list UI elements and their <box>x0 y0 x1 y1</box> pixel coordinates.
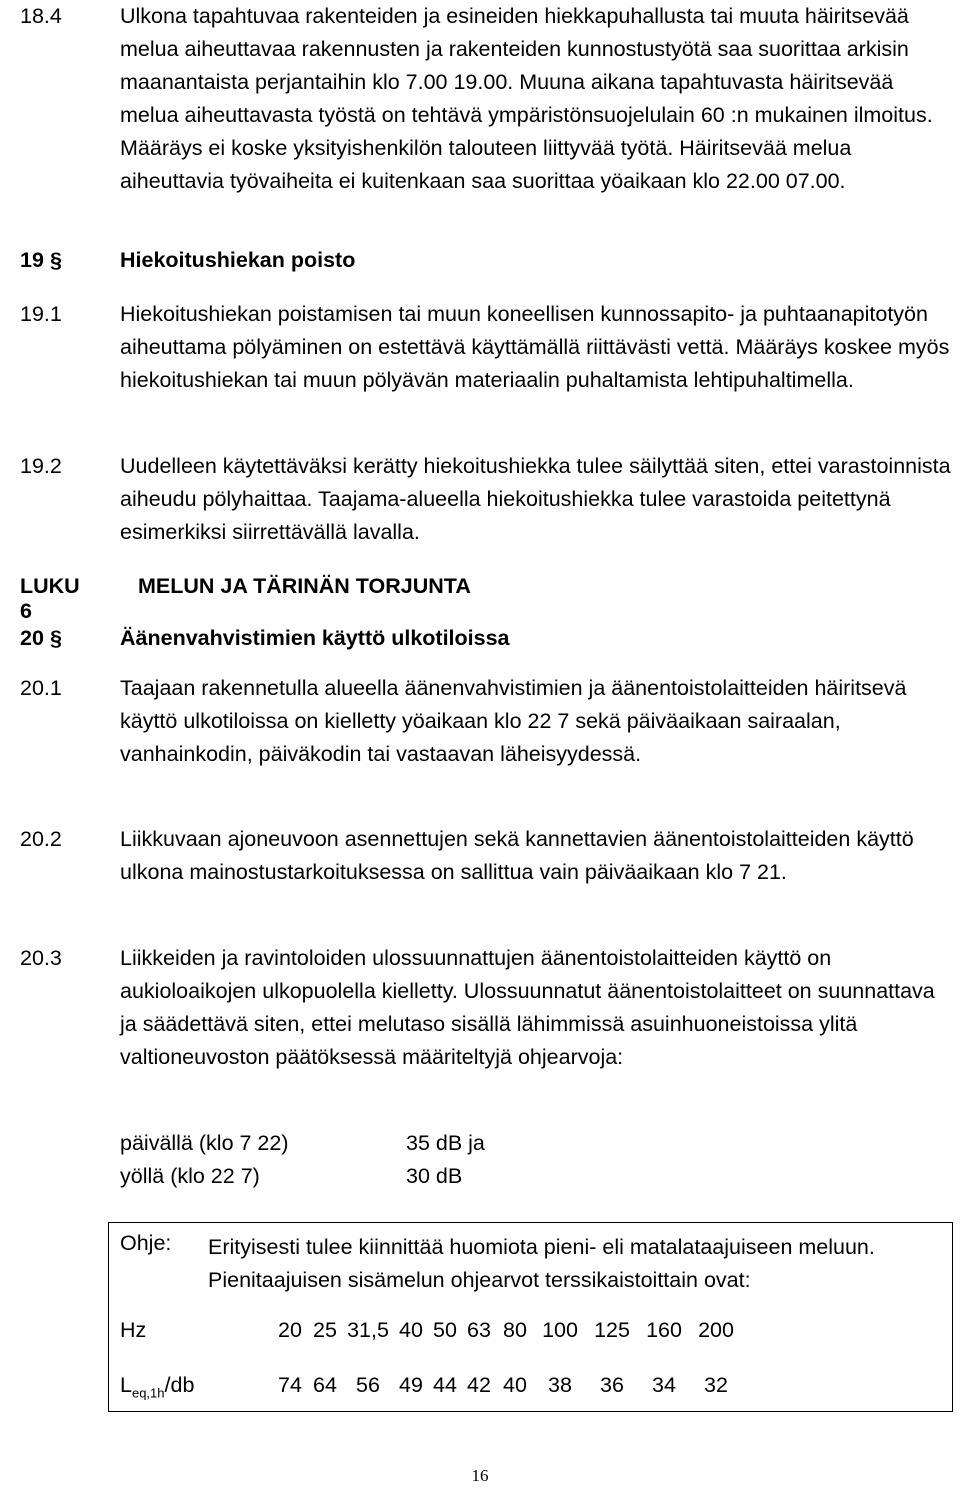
leq-label-main: L <box>120 1373 132 1397</box>
paragraph-20-3 <box>20 942 955 1074</box>
frequency-row <box>120 1318 742 1343</box>
leq-label-subscript: eq,1h <box>131 1385 165 1401</box>
leq-value: 40 <box>503 1373 527 1397</box>
section-number: 19 <box>20 248 44 272</box>
leq-value: 42 <box>467 1373 491 1397</box>
frequency-label: Hz <box>120 1318 147 1342</box>
leq-label-unit: /db <box>164 1373 195 1397</box>
paragraph-19-2 <box>20 450 955 549</box>
frequency-value: 50 <box>433 1318 457 1342</box>
chapter-label: LUKU 6 <box>20 574 80 623</box>
paragraph-number: 18.4 <box>20 4 62 28</box>
leq-value: 44 <box>433 1373 457 1397</box>
paragraph-text: Liikkeiden ja ravintoloiden ulossuunnattujen äänentoistolaitteiden käyttö on aukioloaikojen ulkopuolella kielletty. Ulossuunnatut äänentoistolaitteet on suunnattava ja säädettävä siten, ettei melutaso sisällä lähimmissä asuinhuoneistoissa ylitä valtioneuvoston päätöksessä määriteltyjä ohjearvoja: <box>120 946 935 1069</box>
section-number: 20 <box>20 626 44 650</box>
noise-level-label: päivällä (klo 7 22) <box>120 1131 289 1155</box>
frequency-value: 20 <box>278 1318 302 1342</box>
noise-level-row <box>120 1160 485 1193</box>
leq-value: 56 <box>356 1373 380 1397</box>
frequency-value: 100 <box>542 1318 578 1342</box>
noise-level-row <box>120 1127 485 1160</box>
frequency-value: 40 <box>399 1318 423 1342</box>
noise-level-label: yöllä (klo 22 7) <box>120 1164 260 1188</box>
leq-value: 38 <box>548 1373 572 1397</box>
paragraph-number: 20.3 <box>20 946 62 970</box>
paragraph-text: Taajaan rakennetulla alueella äänenvahvistimien ja äänentoistolaitteiden häiritsevä käyttö ulkotiloissa on kielletty yöaikaan klo 22 7 sekä päiväaikaan sairaalan, vanhainkodin, päiväkodin tai vastaavan läheisyydessä. <box>120 676 907 766</box>
paragraph-text: Liikkuvaan ajoneuvoon asennettujen sekä kannettavien äänentoistolaitteiden käyttö ulkona mainostustarkoituksessa on sallittua vain päiväaikaan klo 7 21. <box>120 827 914 884</box>
section-title: Äänenvahvistimien käyttö ulkotiloissa <box>120 626 510 650</box>
noise-level-value: 35 dB ja <box>406 1131 485 1155</box>
frequency-value: 31,5 <box>347 1318 389 1342</box>
paragraph-18-4 <box>20 0 955 198</box>
section-title: Hiekoitushiekan poisto <box>120 248 356 272</box>
paragraph-text: Ulkona tapahtuvaa rakenteiden ja esineiden hiekkapuhallusta tai muuta häiritsevää melua aiheuttavaa rakennusten ja rakenteiden kunnostustyötä saa suorittaa arkisin maanantaista perjantaihin klo 7.00 19.00. Muuna aikana tapahtuvasta häiritsevää melua aiheuttavasta työstä on tehtävä ympäristönsuojelulain 60 :n mukainen ilmoitus. Määräys ei koske yksityishenkilön talouteen liittyvää työtä. Häiritsevää melua aiheuttavia työvaiheita ei kuitenkaan saa suorittaa yöaikaan klo 22.00 07.00. <box>120 4 933 193</box>
paragraph-20-2 <box>20 823 955 889</box>
frequency-value: 80 <box>503 1318 527 1342</box>
leq-value: 49 <box>399 1373 423 1397</box>
leq-value: 32 <box>704 1373 728 1397</box>
frequency-value: 25 <box>313 1318 337 1342</box>
page-number: 16 <box>471 1466 489 1485</box>
paragraph-text: Uudelleen käytettäväksi kerätty hiekoitushiekka tulee säilyttää siten, ettei varastoinnista aiheudu pölyhaittaa. Taajama-alueella hiekoitushiekka tulee varastoida peitettynä esimerkiksi siirrettävällä lavalla. <box>120 454 951 544</box>
chapter-title: MELUN JA TÄRINÄN TORJUNTA <box>138 574 471 598</box>
guideline-note-box <box>108 1222 953 1412</box>
paragraph-text: Hiekoitushiekan poistamisen tai muun koneellisen kunnossapito- ja puhtaanapitotyön aiheuttama pölyäminen on estettävä käyttämällä riittävästi vettä. Määräys koskee myös hiekoitushiekan tai muun pölyävän materiaalin puhaltamista lehtipuhaltimella. <box>120 302 950 392</box>
noise-level-list <box>120 1127 485 1193</box>
paragraph-number: 20.2 <box>20 827 62 851</box>
leq-row <box>120 1373 742 1400</box>
paragraph-number: 19.1 <box>20 302 62 326</box>
paragraph-number: 19.2 <box>20 454 62 478</box>
noise-level-value: 30 dB <box>406 1164 463 1188</box>
section-sign: § <box>50 248 62 272</box>
note-label: Ohje: <box>120 1231 172 1255</box>
leq-label <box>120 1373 272 1400</box>
paragraph-19-1 <box>20 298 955 397</box>
leq-value: 74 <box>278 1373 302 1397</box>
section-sign: § <box>50 626 62 650</box>
note-text: Erityisesti tulee kiinnittää huomiota pieni- eli matalataajuiseen meluun. Pienitaajuisen sisämelun ohjearvot terssikaistoittain ovat: <box>208 1235 875 1292</box>
paragraph-number: 20.1 <box>20 676 62 700</box>
frequency-value: 125 <box>594 1318 630 1342</box>
frequency-value: 63 <box>467 1318 491 1342</box>
leq-value: 36 <box>600 1373 624 1397</box>
frequency-value: 160 <box>646 1318 682 1342</box>
frequency-value: 200 <box>698 1318 734 1342</box>
leq-value: 64 <box>313 1373 337 1397</box>
paragraph-20-1 <box>20 672 955 771</box>
leq-value: 34 <box>652 1373 676 1397</box>
